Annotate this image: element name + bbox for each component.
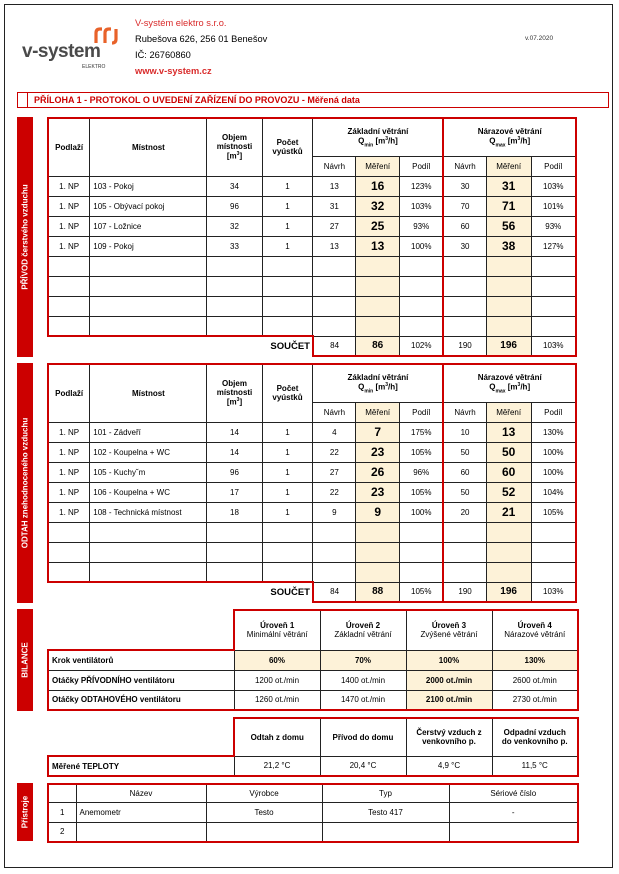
cell-base-ratio: 100%: [400, 236, 444, 256]
cell-floor: 1. NP: [48, 422, 90, 442]
level-4-header: Úroveň 4 Nárazové větrání: [492, 610, 578, 650]
cell-volume: 32: [207, 216, 262, 236]
cell-room: 107 - Ložnice: [90, 216, 207, 236]
fan-step-row: [48, 650, 578, 670]
cell-floor: 1. NP: [48, 482, 90, 502]
exhaust-sum-label: SOUČET: [270, 587, 310, 598]
level-2-step: 70%: [320, 650, 406, 670]
cell-floor: 1. NP: [48, 502, 90, 522]
exhaust-header-floor: Podlaží: [48, 364, 90, 422]
cell-vents: 1: [262, 462, 313, 482]
cell-base-design: 27: [313, 216, 356, 236]
level-4-step: 130%: [492, 650, 578, 670]
cell-vents: 1: [262, 216, 313, 236]
cell-base-design: 13: [313, 176, 356, 196]
exhaust-sum-boost-design: 190: [443, 582, 486, 602]
exhaust-header-base-meas: Měření: [356, 402, 400, 422]
cell-volume: 96: [207, 196, 262, 216]
exhaust-header-boost-meas: Měření: [486, 402, 531, 422]
cell-boost-meas: 21: [486, 502, 531, 522]
temp-waste-air: 11,5 °C: [492, 756, 578, 776]
table-row: [48, 176, 576, 196]
cell-boost-design: 60: [443, 216, 486, 236]
exhaust-sum-row: [48, 582, 576, 602]
supply-sum-base-ratio: 102%: [400, 336, 444, 356]
supply-header-volume: Objem místnosti $[m^3]$: [207, 118, 262, 176]
cell-boost-design: 70: [443, 196, 486, 216]
cell-base-design: 13: [313, 236, 356, 256]
cell-base-design: 22: [313, 442, 356, 462]
cell-base-design: 22: [313, 482, 356, 502]
cell-boost-meas: 60: [486, 462, 531, 482]
cell-base-meas: 32: [356, 196, 400, 216]
document-title: PŘÍLOHA 1 - PROTOKOL O UVEDENÍ ZAŘÍZENÍ DO PROVOZU - Měřená data: [34, 95, 360, 105]
table-row: [48, 196, 576, 216]
instr-serial: -: [449, 802, 578, 822]
logo-subtitle: ELEKTRO: [82, 64, 106, 70]
cell-boost-ratio: 130%: [531, 422, 576, 442]
table-row-empty: [48, 296, 576, 316]
temperature-table: [47, 717, 579, 777]
exhaust-sum-base-ratio: 105%: [400, 582, 444, 602]
cell-vents: 1: [262, 422, 313, 442]
cell-boost-meas: 56: [486, 216, 531, 236]
cell-base-ratio: 96%: [400, 462, 444, 482]
cell-boost-design: 50: [443, 482, 486, 502]
table-row-empty: [48, 256, 576, 276]
cell-boost-ratio: 100%: [531, 442, 576, 462]
exhaust-header-boost: Nárazové větrání $Q_{max}$ $[m^3/h]$: [443, 364, 576, 402]
cell-volume: 17: [207, 482, 262, 502]
supply-fan-row: [48, 670, 578, 690]
supply-sum-base-design: 84: [313, 336, 356, 356]
cell-base-meas: 13: [356, 236, 400, 256]
cell-base-meas: 7: [356, 422, 400, 442]
supply-sum-row: [48, 336, 576, 356]
cell-room: 108 - Technická místnost: [90, 502, 207, 522]
instr-header-name: Název: [76, 784, 206, 802]
cell-boost-ratio: 105%: [531, 502, 576, 522]
instr-no: 1: [48, 802, 76, 822]
exhaust-header-boost-ratio: Podíl: [531, 402, 576, 422]
table-row: [48, 802, 578, 822]
exhaust-fan-label: Otáčky ODTAHOVÉHO ventilátoru: [48, 690, 234, 710]
supply-header-base-ratio: Podíl: [400, 156, 444, 176]
level-4-supply-rpm: 2600 ot./min: [492, 670, 578, 690]
cell-base-ratio: 100%: [400, 502, 444, 522]
cell-room: 101 - Zádveří: [90, 422, 207, 442]
cell-boost-design: 30: [443, 236, 486, 256]
cell-volume: 33: [207, 236, 262, 256]
cell-base-design: 27: [313, 462, 356, 482]
cell-room: 102 - Koupelna + WC: [90, 442, 207, 462]
cell-room: 105 - Obývací pokoj: [90, 196, 207, 216]
cell-volume: 96: [207, 462, 262, 482]
cell-base-meas: 23: [356, 482, 400, 502]
table-row-empty: [48, 542, 576, 562]
cell-boost-meas: 71: [486, 196, 531, 216]
cell-floor: 1. NP: [48, 216, 90, 236]
cell-base-design: 9: [313, 502, 356, 522]
fan-step-label: Krok ventilátorů: [48, 650, 234, 670]
temp-header-supply-in: Přívod do domu: [320, 718, 406, 756]
instr-no: 2: [48, 822, 76, 842]
exhaust-header-vents: Počet vyústků: [262, 364, 313, 422]
table-row: [48, 442, 576, 462]
instruments-table: [47, 783, 579, 843]
level-1-supply-rpm: 1200 ot./min: [234, 670, 320, 690]
temp-fresh-air: 4,9 °C: [406, 756, 492, 776]
table-row: [48, 482, 576, 502]
company-info: [135, 15, 267, 79]
supply-header-vents: Počet vyústků: [262, 118, 313, 176]
level-3-exhaust-rpm: 2100 ot./min: [406, 690, 492, 710]
cell-floor: 1. NP: [48, 462, 90, 482]
level-3-step: 100%: [406, 650, 492, 670]
company-name: V-systém elektro s.r.o.: [135, 18, 227, 28]
instr-maker: [206, 822, 322, 842]
exhaust-header-boost-design: Návrh: [443, 402, 486, 422]
cell-volume: 14: [207, 442, 262, 462]
table-row: [48, 216, 576, 236]
supply-header-boost-design: Návrh: [443, 156, 486, 176]
supply-header-boost-ratio: Podíl: [531, 156, 576, 176]
temp-header-exhaust-out: Odtah z domu: [234, 718, 320, 756]
supply-header-floor: Podlaží: [48, 118, 90, 176]
exhaust-sum-boost-meas: 196: [486, 582, 531, 602]
cell-boost-meas: 31: [486, 176, 531, 196]
cell-boost-ratio: 93%: [531, 216, 576, 236]
cell-base-meas: 23: [356, 442, 400, 462]
instr-header-type: Typ: [322, 784, 449, 802]
document-version: v.07.2020: [525, 35, 554, 42]
supply-header-boost: Nárazové větrání $Q_{max}$ $[m^3/h]$: [443, 118, 576, 156]
cell-floor: 1. NP: [48, 442, 90, 462]
cell-floor: 1. NP: [48, 236, 90, 256]
instr-type: [322, 822, 449, 842]
temp-header-waste-air: Odpadní vzduch do venkovního p.: [492, 718, 578, 756]
exhaust-header-volume: Objem místnosti $[m^3]$: [207, 364, 262, 422]
table-row-empty: [48, 562, 576, 582]
temp-supply-in: 20,4 °C: [320, 756, 406, 776]
cell-base-ratio: 93%: [400, 216, 444, 236]
cell-boost-design: 30: [443, 176, 486, 196]
cell-volume: 18: [207, 502, 262, 522]
cell-vents: 1: [262, 482, 313, 502]
title-accent: [18, 93, 28, 107]
cell-base-ratio: 103%: [400, 196, 444, 216]
cell-boost-meas: 52: [486, 482, 531, 502]
instruments-section-label: Přístroje: [17, 783, 33, 841]
temp-row-label: Měřené TEPLOTY: [48, 756, 234, 776]
cell-boost-meas: 50: [486, 442, 531, 462]
supply-sum-label: SOUČET: [270, 341, 310, 352]
supply-header-room: Místnost: [90, 118, 207, 176]
cell-base-ratio: 105%: [400, 442, 444, 462]
exhaust-header-base-design: Návrh: [313, 402, 356, 422]
exhaust-header-base-ratio: Podíl: [400, 402, 444, 422]
supply-header-boost-meas: Měření: [486, 156, 531, 176]
cell-room: 109 - Pokoj: [90, 236, 207, 256]
cell-base-meas: 25: [356, 216, 400, 236]
table-row-empty: [48, 522, 576, 542]
level-4-exhaust-rpm: 2730 ot./min: [492, 690, 578, 710]
cell-volume: 34: [207, 176, 262, 196]
exhaust-table: [47, 363, 577, 603]
instr-name: [76, 822, 206, 842]
cell-floor: 1. NP: [48, 196, 90, 216]
supply-section-label: PŘÍVOD čerstvého vzduchu: [17, 117, 33, 357]
cell-boost-design: 20: [443, 502, 486, 522]
cell-boost-ratio: 103%: [531, 176, 576, 196]
supply-sum-base-meas: 86: [356, 336, 400, 356]
table-row: [48, 422, 576, 442]
company-logo: [22, 27, 122, 71]
document-title-bar: [17, 92, 609, 108]
balance-table: [47, 609, 579, 711]
supply-sum-boost-ratio: 103%: [531, 336, 576, 356]
table-row: [48, 236, 576, 256]
level-1-exhaust-rpm: 1260 ot./min: [234, 690, 320, 710]
cell-volume: 14: [207, 422, 262, 442]
company-address: Rubešova 626, 256 01 Benešov: [135, 34, 268, 44]
instr-maker: Testo: [206, 802, 322, 822]
cell-boost-ratio: 101%: [531, 196, 576, 216]
supply-header-base-meas: Měření: [356, 156, 400, 176]
table-row: [48, 502, 576, 522]
cell-room: 105 - Kuchy˘m: [90, 462, 207, 482]
exhaust-sum-base-meas: 88: [356, 582, 400, 602]
level-3-supply-rpm: 2000 ot./min: [406, 670, 492, 690]
table-row: [48, 462, 576, 482]
temp-header-fresh-air: Čerstvý vzduch z venkovního p.: [406, 718, 492, 756]
cell-room: 103 - Pokoj: [90, 176, 207, 196]
exhaust-sum-boost-ratio: 103%: [531, 582, 576, 602]
level-2-exhaust-rpm: 1470 ot./min: [320, 690, 406, 710]
table-row-empty: [48, 316, 576, 336]
instr-header-maker: Výrobce: [206, 784, 322, 802]
cell-boost-ratio: 104%: [531, 482, 576, 502]
cell-base-meas: 9: [356, 502, 400, 522]
cell-boost-meas: 38: [486, 236, 531, 256]
temp-exhaust-out: 21,2 °C: [234, 756, 320, 776]
supply-header-base-design: Návrh: [313, 156, 356, 176]
exhaust-section-label: ODTAH znehodnoceného vzduchu: [17, 363, 33, 603]
exhaust-sum-base-design: 84: [313, 582, 356, 602]
level-1-step: 60%: [234, 650, 320, 670]
supply-fan-label: Otáčky PŘÍVODNÍHO ventilátoru: [48, 670, 234, 690]
table-row: [48, 822, 578, 842]
cell-base-ratio: 123%: [400, 176, 444, 196]
cell-vents: 1: [262, 196, 313, 216]
cell-vents: 1: [262, 236, 313, 256]
instr-header-serial: Sériové číslo: [449, 784, 578, 802]
cell-floor: 1. NP: [48, 176, 90, 196]
cell-base-ratio: 175%: [400, 422, 444, 442]
cell-boost-design: 10: [443, 422, 486, 442]
cell-base-ratio: 105%: [400, 482, 444, 502]
logo-wordmark: v-system: [22, 41, 101, 62]
exhaust-header-room: Místnost: [90, 364, 207, 422]
temp-values-row: [48, 756, 578, 776]
balance-section-label: BILANCE: [17, 609, 33, 711]
cell-boost-design: 50: [443, 442, 486, 462]
instr-name: Anemometr: [76, 802, 206, 822]
level-2-header: Úroveň 2 Základní větrání: [320, 610, 406, 650]
supply-sum-boost-design: 190: [443, 336, 486, 356]
level-3-header: Úroveň 3 Zvýšené větrání: [406, 610, 492, 650]
cell-vents: 1: [262, 442, 313, 462]
supply-header-base: Základní větrání $Q_{min}$ $[m^3/h]$: [313, 118, 443, 156]
level-1-header: Úroveň 1 Minimální větrání: [234, 610, 320, 650]
cell-base-meas: 26: [356, 462, 400, 482]
cell-boost-meas: 13: [486, 422, 531, 442]
cell-vents: 1: [262, 502, 313, 522]
company-ic: IČ: 26760860: [135, 50, 191, 60]
level-2-supply-rpm: 1400 ot./min: [320, 670, 406, 690]
instr-type: Testo 417: [322, 802, 449, 822]
cell-base-design: 4: [313, 422, 356, 442]
cell-boost-ratio: 127%: [531, 236, 576, 256]
cell-base-design: 31: [313, 196, 356, 216]
cell-base-meas: 16: [356, 176, 400, 196]
cell-room: 106 - Koupelna + WC: [90, 482, 207, 502]
supply-sum-boost-meas: 196: [486, 336, 531, 356]
company-web-link[interactable]: www.v-system.cz: [135, 66, 212, 76]
cell-boost-ratio: 100%: [531, 462, 576, 482]
cell-vents: 1: [262, 176, 313, 196]
cell-boost-design: 60: [443, 462, 486, 482]
instr-serial: [449, 822, 578, 842]
exhaust-fan-row: [48, 690, 578, 710]
table-row-empty: [48, 276, 576, 296]
supply-table: [47, 117, 577, 357]
exhaust-header-base: Základní větrání $Q_{min}$ $[m^3/h]$: [313, 364, 443, 402]
